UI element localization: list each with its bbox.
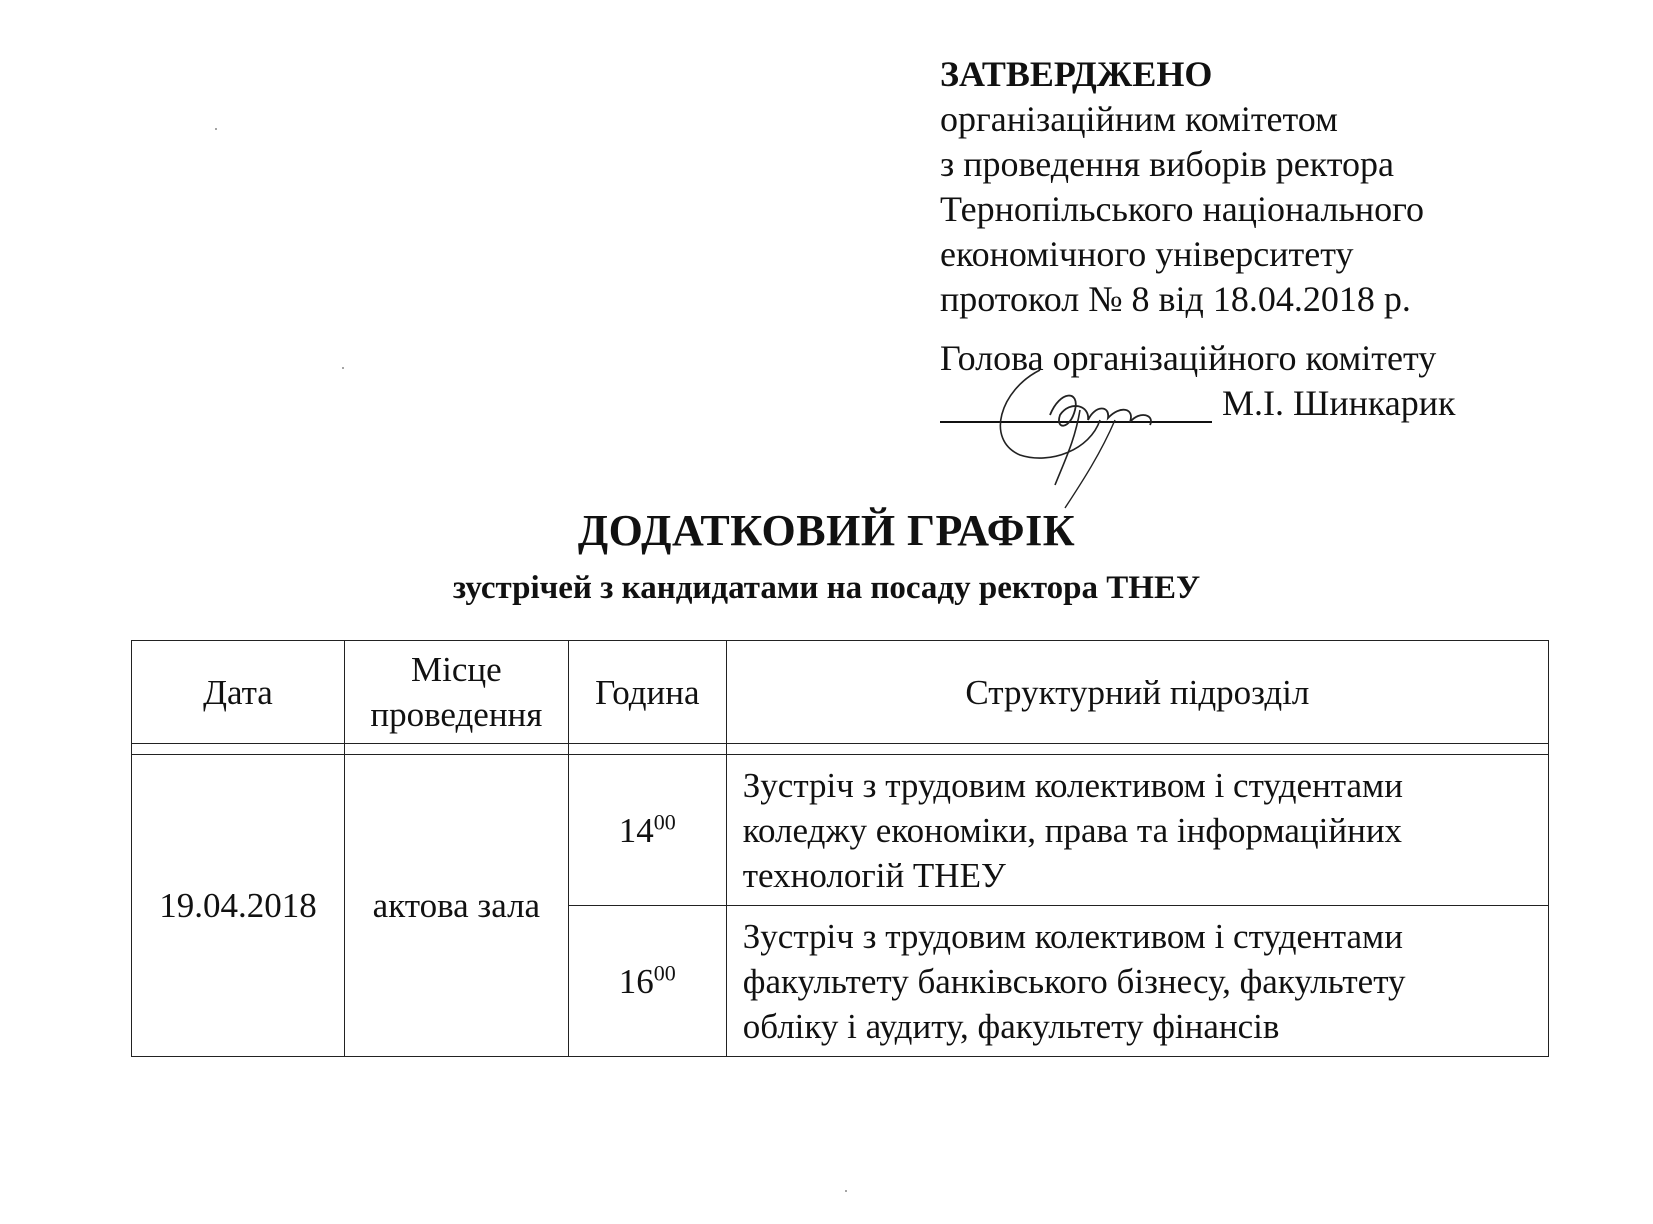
unit-line: Зустріч з трудовим колективом і студентами: [742, 917, 1403, 956]
approval-block: [940, 52, 1580, 429]
header-place-line: проведення: [370, 695, 543, 734]
chair-name: М.І. Шинкарик: [1222, 383, 1456, 423]
minutes-value: 00: [653, 808, 676, 834]
document-title: ДОДАТКОВИЙ ГРАФІК: [577, 506, 1076, 555]
approval-line: Тернопільського національного: [940, 189, 1425, 229]
unit-line: Зустріч з трудовим колективом і студентами: [742, 766, 1403, 805]
unit-cell: [726, 755, 1548, 906]
unit-line: факультету банківського бізнесу, факультету: [742, 962, 1406, 1001]
unit-line: обліку і аудиту, факультету фінансів: [742, 1007, 1280, 1046]
protocol-line: протокол № 8 від 18.04.2018 р.: [940, 279, 1411, 319]
approval-line: з проведення виборів ректора: [940, 144, 1394, 184]
scan-speck: [215, 128, 217, 130]
table-row: [132, 755, 1549, 906]
approval-line: економічного університету: [940, 234, 1354, 274]
approval-line: організаційним комітетом: [940, 99, 1338, 139]
schedule-table: [131, 640, 1549, 1057]
unit-cell: [726, 906, 1548, 1057]
table-header-row: [132, 641, 1549, 744]
chair-block: [940, 336, 1580, 429]
spacer-cell: [132, 744, 345, 755]
hour-cell: [568, 906, 726, 1057]
header-place: [344, 641, 568, 744]
spacer-cell: [344, 744, 568, 755]
minutes-value: 00: [653, 959, 676, 985]
hour-value: 16: [618, 961, 654, 1001]
scan-speck: [845, 1190, 847, 1192]
signature-row: [940, 381, 1580, 429]
hour-value: 14: [618, 810, 654, 850]
spacer-cell: [568, 744, 726, 755]
place-cell: актова зала: [344, 755, 568, 1057]
spacer-cell: [726, 744, 1548, 755]
chair-title: Голова організаційного комітету: [940, 338, 1437, 378]
unit-line: коледжу економіки, права та інформаційних: [742, 811, 1403, 850]
approved-heading: ЗАТВЕРДЖЕНО: [940, 54, 1213, 94]
header-unit: Структурний підрозділ: [726, 641, 1548, 744]
header-hour: Година: [568, 641, 726, 744]
signature-line: [940, 421, 1212, 423]
hour-cell: [568, 755, 726, 906]
date-cell: 19.04.2018: [132, 755, 345, 1057]
header-date: Дата: [132, 641, 345, 744]
document-subtitle: зустрічей з кандидатами на посаду ректора ТНЕУ: [452, 570, 1201, 606]
unit-line: технологій ТНЕУ: [742, 856, 1006, 895]
scan-speck: [342, 367, 344, 369]
table-spacer-row: [132, 744, 1549, 755]
header-place-line: Місце: [411, 650, 502, 689]
